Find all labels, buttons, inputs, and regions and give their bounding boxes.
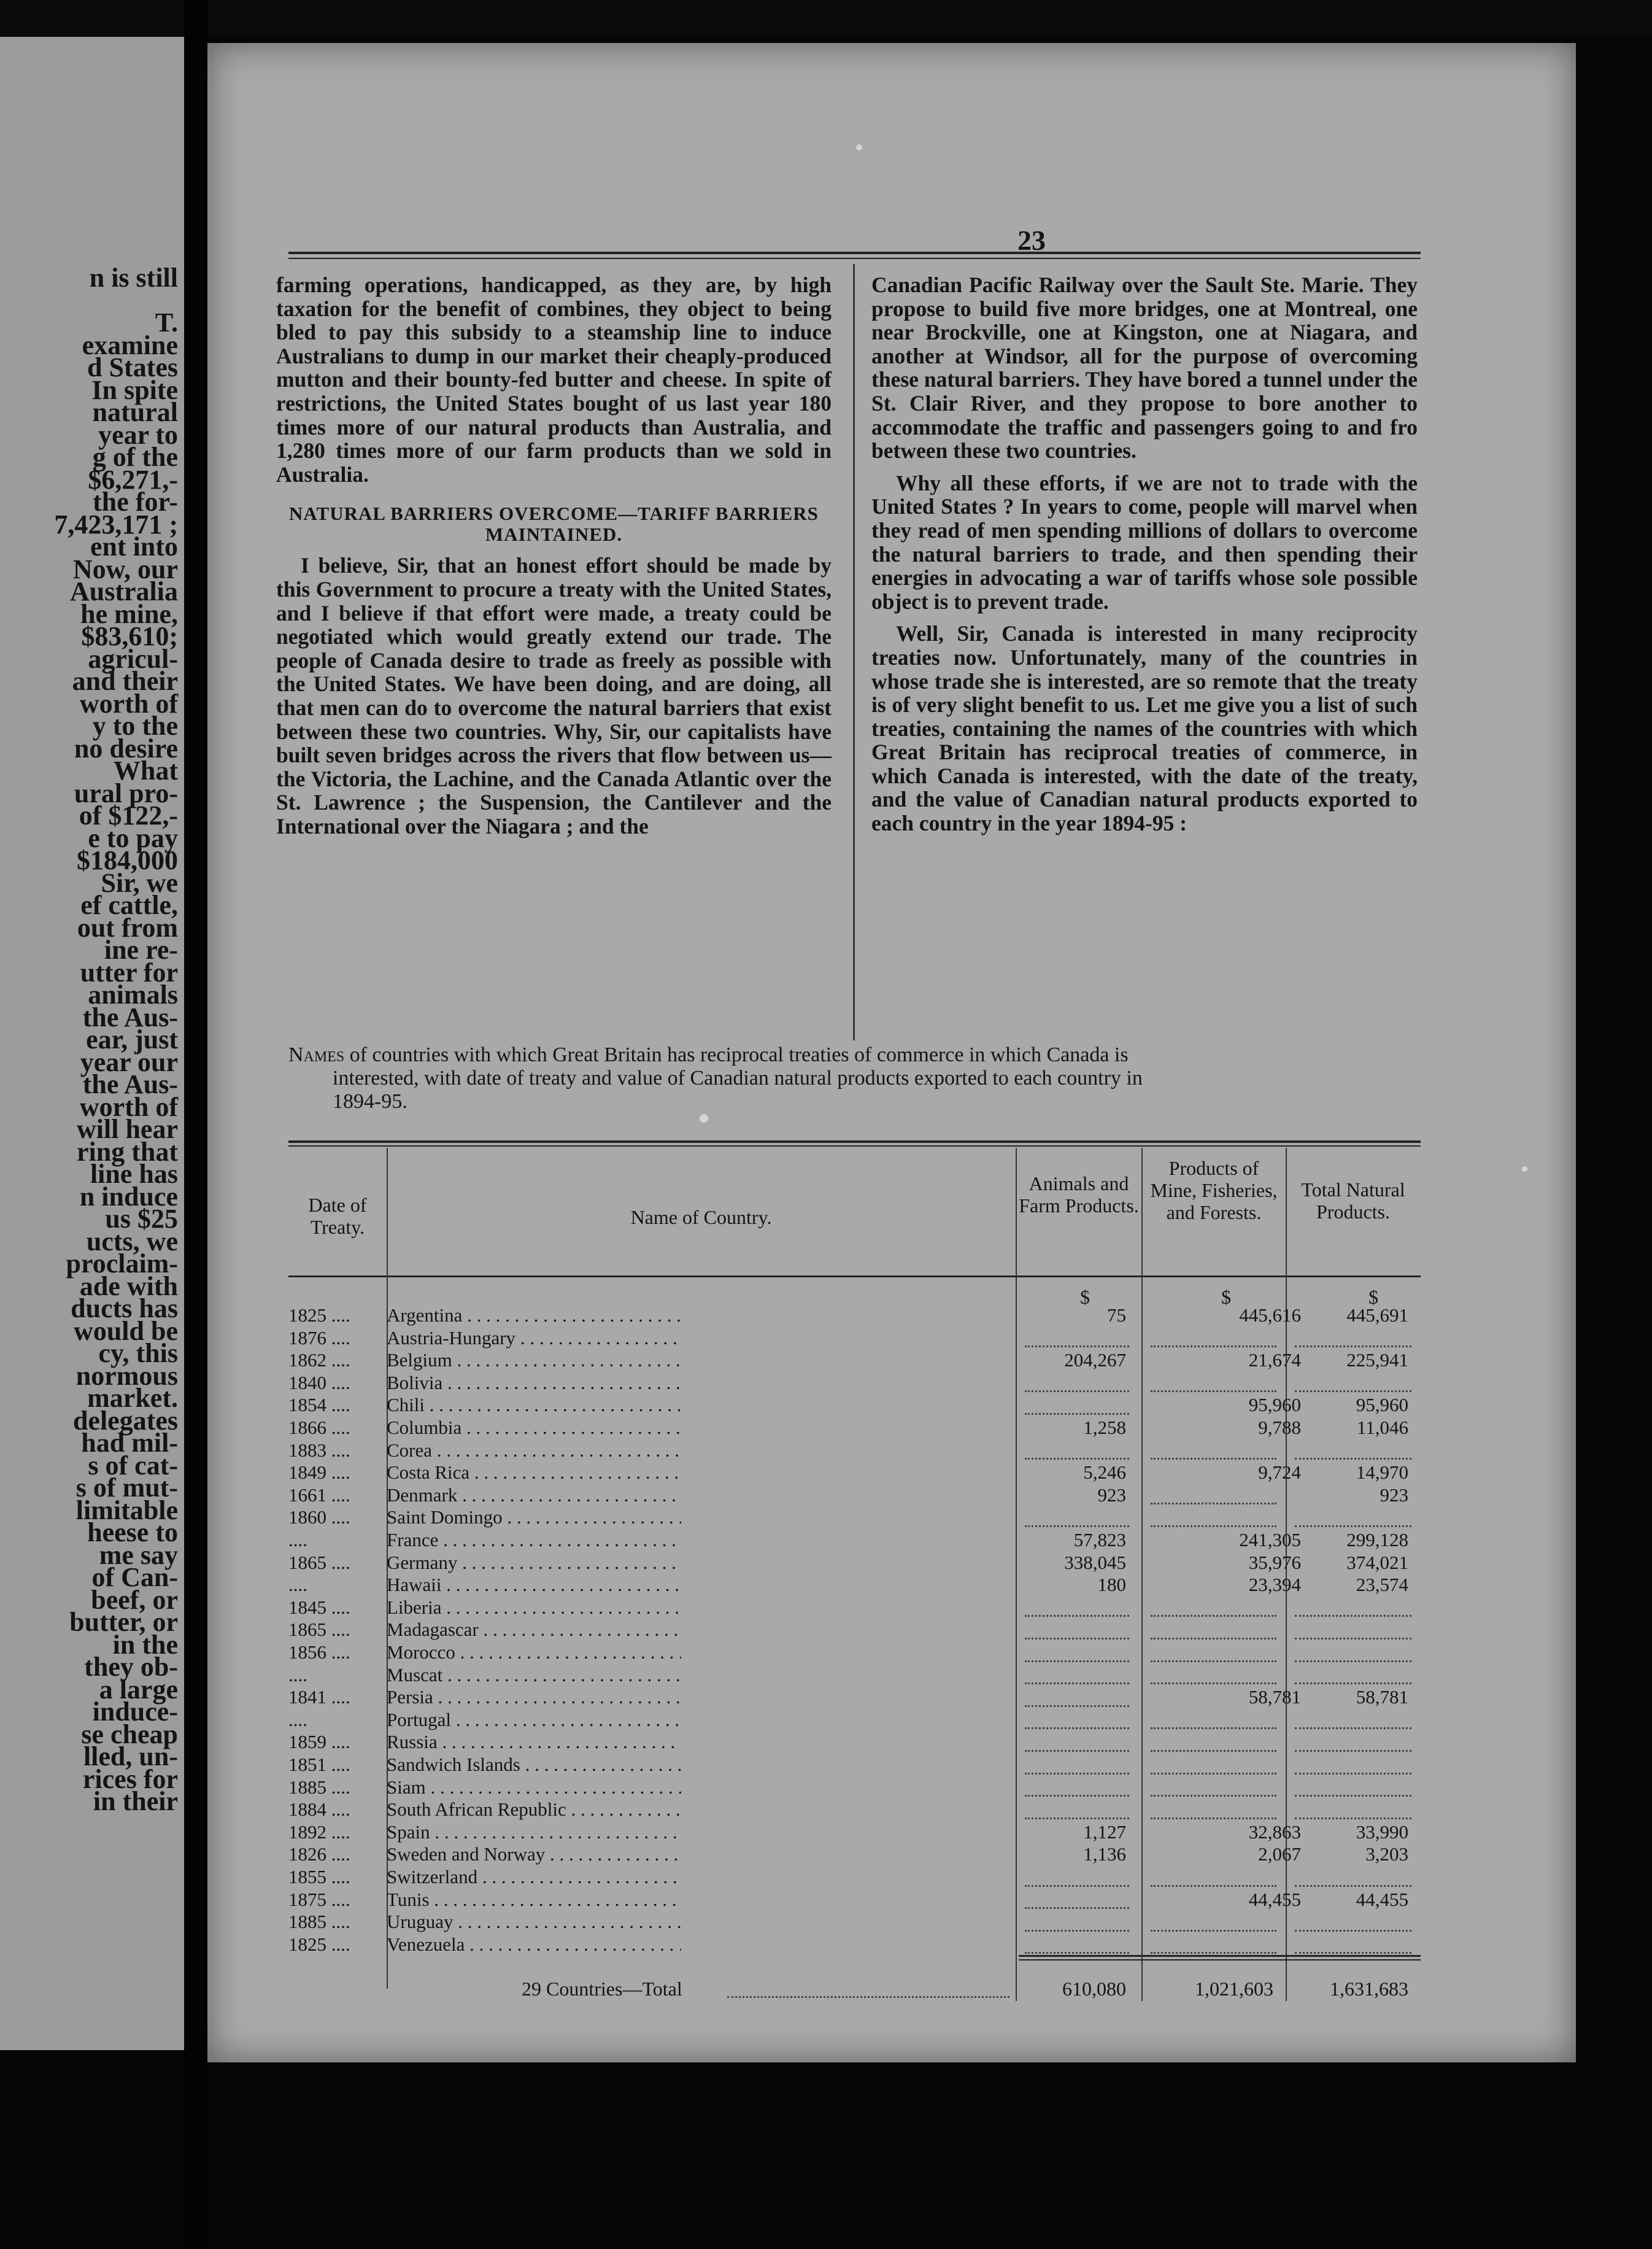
- country-name: Sweden and Norway . . .: [387, 1843, 681, 1866]
- country-name: Germany . . .: [387, 1552, 681, 1574]
- fragment-line: the for-: [93, 487, 178, 517]
- mine-value: 35,976: [1248, 1551, 1301, 1573]
- leader-dots: [1151, 1795, 1276, 1819]
- caption-lead: Names: [288, 1043, 345, 1066]
- leader-dots: [1025, 1390, 1129, 1415]
- fragment-line: and their: [72, 666, 178, 696]
- leader-dots: [1025, 1885, 1129, 1910]
- animals-value: 180: [1097, 1574, 1126, 1596]
- leader-dots: [1151, 1727, 1276, 1752]
- leader-dots: [1295, 1368, 1411, 1393]
- fragment-line: lled, un-: [83, 1741, 178, 1771]
- header-rule: [288, 252, 1421, 254]
- country-name: Portugal . . .: [387, 1709, 681, 1732]
- country-name: Venezuela . . .: [387, 1934, 681, 1956]
- country-name: Denmark . . .: [387, 1484, 681, 1507]
- section-heading: NATURAL BARRIERS OVERCOME—TARIFF BARRIERS MAINTAINED.: [289, 503, 819, 546]
- treaty-year: 1885 ....: [288, 1911, 380, 1934]
- paragraph: Why all these efforts, if we are not to trade with the United States ? In years to come, people will marvel when they read of men spending millions of dollars to overcome the natural barriers to trade, and then spending their energies in advocating a war of tariffs whose sole possible object is to prevent trade.: [871, 470, 1418, 614]
- treaty-year: [288, 1664, 380, 1687]
- leader-dots: [1151, 1368, 1276, 1393]
- fragment-line: beef, or: [91, 1584, 178, 1615]
- fragment-line: g of the: [92, 442, 178, 472]
- leader-dots: [1151, 1638, 1276, 1662]
- treaty-year: 1883 ....: [288, 1439, 380, 1462]
- leader-dots: [1025, 1750, 1129, 1775]
- animals-value: 338,045: [1064, 1551, 1126, 1573]
- fragment-line: se cheap: [81, 1719, 178, 1749]
- fragment-line: y to the: [92, 711, 178, 741]
- fragment-line: in their: [93, 1786, 178, 1816]
- fragment-line: normous: [75, 1360, 178, 1391]
- header-animals: Animals and Farm Products.: [1019, 1172, 1139, 1217]
- treaty-year: 1851 ....: [288, 1754, 380, 1776]
- fragment-line: proclaim-: [66, 1248, 178, 1279]
- table-row: [288, 1372, 1421, 1395]
- fragment-line: us $25: [105, 1204, 178, 1234]
- leader-dots: [1025, 1323, 1129, 1348]
- treaty-year: 1892 ....: [288, 1821, 380, 1844]
- treaty-year: 1856 ....: [288, 1641, 380, 1664]
- fragment-line: in the: [112, 1629, 178, 1660]
- leader-dots: [1025, 1660, 1129, 1685]
- fragment-line: rices for: [82, 1763, 178, 1794]
- treaty-year: 1661 ....: [288, 1484, 380, 1507]
- fragment-line: induce-: [92, 1697, 178, 1727]
- fragment-line: ducts has: [71, 1293, 178, 1323]
- fragment-line: $184,000: [77, 845, 178, 875]
- animals-value: 923: [1097, 1484, 1126, 1506]
- table-row: [288, 1664, 1421, 1687]
- leader-dots: [1025, 1727, 1129, 1752]
- treaty-year: [288, 1574, 380, 1597]
- table-row: [288, 1934, 1421, 1956]
- text-column-right: [871, 273, 1418, 835]
- leader-dots: [1295, 1638, 1411, 1662]
- treaty-year: 1860 ....: [288, 1506, 380, 1529]
- treaty-year: 1885 ....: [288, 1776, 380, 1799]
- treaty-year: 1866 ....: [288, 1417, 380, 1439]
- table-top-rule-2: [288, 1145, 1421, 1147]
- country-name: Saint Domingo . . .: [387, 1506, 681, 1529]
- animals-value: 57,823: [1073, 1529, 1126, 1550]
- table-total-row: [288, 1976, 1421, 2001]
- leader-dots: [1295, 1907, 1411, 1932]
- fragment-line: ear, just: [86, 1024, 178, 1055]
- fragment-line: year to: [98, 419, 178, 450]
- fragment-line: me say: [99, 1539, 178, 1570]
- leader-dots: [1295, 1930, 1411, 1954]
- fragment-line: worth of: [79, 688, 178, 719]
- country-name: Russia . . .: [387, 1731, 681, 1754]
- header-rule-2: [288, 258, 1421, 259]
- mine-value: 95,960: [1248, 1394, 1301, 1416]
- total-value: 225,941: [1346, 1349, 1408, 1371]
- total-value: 299,128: [1346, 1529, 1408, 1550]
- fragment-line: agricul-: [88, 643, 178, 674]
- treaty-year: 1884 ....: [288, 1798, 380, 1821]
- mine-value: 23,394: [1248, 1574, 1301, 1596]
- total-value: 3,203: [1365, 1843, 1408, 1865]
- leader-dots: [1295, 1323, 1411, 1348]
- fragment-line: cy, this: [98, 1338, 178, 1368]
- treaty-year: 1854 ....: [288, 1394, 380, 1417]
- treaty-year: 1855 ....: [288, 1866, 380, 1889]
- scan-speck: [856, 144, 862, 150]
- leader-dots: [1151, 1615, 1276, 1639]
- country-name: Corea . . .: [387, 1439, 681, 1462]
- header-country: Name of Country.: [630, 1206, 772, 1228]
- fragment-line: he mine,: [80, 598, 178, 629]
- fragment-line: ef cattle,: [80, 890, 178, 920]
- treaty-year: [288, 1529, 380, 1552]
- fragment-line: $83,610;: [81, 621, 178, 651]
- leader-dots: [1151, 1481, 1276, 1505]
- fragment-line: natural: [92, 397, 178, 427]
- leader-dots: [1025, 1773, 1129, 1797]
- mine-value: 241,305: [1239, 1529, 1301, 1550]
- fragment-line: no desire: [74, 733, 178, 764]
- animals-value: 1,127: [1083, 1821, 1126, 1843]
- country-name: Columbia . . .: [387, 1417, 681, 1439]
- mine-value: 58,781: [1248, 1686, 1301, 1708]
- animals-value: 75: [1107, 1304, 1126, 1326]
- mine-value: 2,067: [1258, 1843, 1301, 1865]
- total-value: 445,691: [1346, 1304, 1408, 1326]
- table-row: [288, 1866, 1421, 1889]
- fragment-line: had mil-: [81, 1428, 178, 1458]
- table-row: [288, 1821, 1421, 1844]
- caption-line-3: 1894-95.: [333, 1090, 407, 1113]
- treaty-year: 1859 ....: [288, 1731, 380, 1754]
- leader-dots: [1025, 1862, 1129, 1887]
- fragment-line: Sir, we: [101, 867, 178, 898]
- treaty-year: 1840 ....: [288, 1372, 380, 1395]
- country-name: Muscat . . .: [387, 1664, 681, 1687]
- treaty-year: 1876 ....: [288, 1327, 380, 1350]
- total-value: 95,960: [1356, 1394, 1408, 1416]
- country-name: Madagascar . . .: [387, 1619, 681, 1641]
- fragment-line: they ob-: [84, 1652, 178, 1682]
- total-value: 33,990: [1356, 1821, 1408, 1843]
- treaty-year: 1865 ....: [288, 1619, 380, 1641]
- country-name: Uruguay . . .: [387, 1911, 681, 1934]
- total-value: 23,574: [1356, 1574, 1408, 1596]
- fragment-line: will hear: [77, 1114, 178, 1144]
- animals-value: 204,267: [1064, 1349, 1126, 1371]
- header-total: Total Natural Products.: [1301, 1179, 1405, 1223]
- leader-dots: [1025, 1503, 1129, 1527]
- country-name: Switzerland . . .: [387, 1866, 681, 1889]
- fragment-line: examine: [82, 330, 178, 360]
- fragment-line: of $122,-: [79, 800, 178, 830]
- mine-value: 32,863: [1248, 1821, 1301, 1843]
- mine-value: 21,674: [1248, 1349, 1301, 1371]
- fragment-line: Now, our: [72, 554, 178, 584]
- fragment-line: ine re-: [104, 935, 178, 965]
- treaty-year: 1875 ....: [288, 1889, 380, 1911]
- table-row: [288, 1798, 1421, 1821]
- country-name: Sandwich Islands . . .: [387, 1754, 681, 1776]
- country-name: Bolivia . . .: [387, 1372, 681, 1395]
- country-name: Tunis . . .: [387, 1889, 681, 1911]
- leader-dots: [1295, 1593, 1411, 1617]
- table-row: [288, 1439, 1421, 1462]
- fragment-line: $6,271,-: [88, 464, 178, 495]
- treaty-year: 1826 ....: [288, 1843, 380, 1866]
- fragment-line: a large: [99, 1674, 178, 1705]
- leader-dots: [1151, 1862, 1276, 1887]
- fragment-line: of Can-: [91, 1562, 178, 1592]
- leader-dots: [1025, 1593, 1129, 1617]
- header-bottom-rule: [288, 1275, 1421, 1277]
- country-name: Liberia . . .: [387, 1597, 681, 1619]
- fragment-line: What: [113, 756, 178, 786]
- currency-symbol: $: [1221, 1286, 1231, 1308]
- fragment-line: ucts, we: [86, 1226, 178, 1256]
- total-label: 29 Countries—Total: [522, 1978, 682, 2000]
- leader-dots: [1295, 1727, 1411, 1752]
- fragment-line: n is still: [89, 263, 178, 293]
- fragment-line: worth of: [79, 1091, 178, 1122]
- leader-dots: [1025, 1930, 1129, 1954]
- country-name: Austria-Hungary . . .: [387, 1327, 681, 1350]
- fragment-line: ural pro-: [74, 778, 178, 808]
- mine-value: 9,724: [1258, 1461, 1301, 1484]
- fragment-line: year our: [80, 1047, 178, 1077]
- mine-value: 44,455: [1248, 1888, 1301, 1910]
- table-top-rule: [288, 1140, 1421, 1143]
- treaty-year: 1825 ....: [288, 1304, 380, 1327]
- leader-dots: [1025, 1436, 1129, 1460]
- fragment-line: utter for: [80, 957, 178, 988]
- leader-dots: [1025, 1615, 1129, 1639]
- country-name: South African Republic . . .: [387, 1798, 681, 1821]
- leader-dots: [1151, 1907, 1276, 1932]
- treaty-year: 1825 ....: [288, 1934, 380, 1956]
- leader-dots: [1151, 1750, 1276, 1775]
- fragment-line: n induce: [79, 1181, 178, 1212]
- table-row: [288, 1506, 1421, 1529]
- leader-dots: [1295, 1660, 1411, 1685]
- leader-dots: [1295, 1773, 1411, 1797]
- fragment-line: ade with: [79, 1271, 178, 1301]
- paragraph: Well, Sir, Canada is interested in many reciprocity treaties now. Unfortunately, many of the countries in whose trade she is interested, are so remote that the treaty is of very slight benefit to us. Let me give you a list of such treaties, containing the names of the countries with which Great Britain has reciprocal treaties of commerce, in which Canada is interested, with the date of the treaty, and the value of Canadian natural products exported to each country in the year 1894-95 :: [871, 621, 1418, 836]
- fragment-line: out from: [77, 912, 178, 943]
- animals-value: 1,136: [1083, 1843, 1126, 1865]
- total-total: 1,631,683: [1330, 1978, 1408, 2000]
- fragment-line: line has: [90, 1159, 178, 1189]
- leader-dots: [1025, 1368, 1129, 1393]
- country-name: Siam . . .: [387, 1776, 681, 1799]
- currency-symbol: $: [1368, 1286, 1378, 1308]
- fragment-line: s of cat-: [88, 1450, 178, 1481]
- total-value: 923: [1380, 1484, 1408, 1506]
- leader-dots: [1295, 1503, 1411, 1527]
- country-name: Persia . . .: [387, 1686, 681, 1709]
- country-name: Belgium . . .: [387, 1349, 681, 1372]
- fragment-line: delegates: [72, 1405, 178, 1436]
- column-divider: [853, 264, 855, 1040]
- header-mine: Products of Mine, Fisheries, and Forests.: [1150, 1157, 1278, 1223]
- leader-dots: [1295, 1705, 1411, 1730]
- country-name: Hawaii . . .: [387, 1574, 681, 1597]
- treaty-year: [288, 1709, 380, 1732]
- fragment-line: s of mut-: [75, 1473, 178, 1503]
- country-name: Argentina . . .: [387, 1304, 681, 1327]
- fragment-line: Australia: [70, 576, 178, 606]
- fragment-line: animals: [88, 980, 178, 1010]
- leader-dots: [1025, 1682, 1129, 1707]
- fragment-line: In spite: [91, 374, 178, 405]
- fragment-line: heese to: [87, 1517, 178, 1547]
- fragment-line: e to pay: [88, 823, 178, 853]
- total-value: 14,970: [1356, 1461, 1408, 1484]
- header-date: Date of Treaty.: [308, 1194, 367, 1238]
- total-value: 11,046: [1356, 1417, 1408, 1438]
- treaty-year: 1841 ....: [288, 1686, 380, 1709]
- treaty-year: 1845 ....: [288, 1597, 380, 1619]
- leader-dots: [1295, 1436, 1411, 1460]
- leader-dots: [1151, 1503, 1276, 1527]
- total-rule-2: [1019, 1959, 1421, 1961]
- scan-border: [0, 0, 1652, 37]
- paragraph: Canadian Pacific Railway over the Sault Ste. Marie. They propose to build five more bridges, one at Montreal, one near Brockville, one at Kingston, one at Niagara, and another at Windsor, all for the purpose of overcoming these natural barriers. They have bored a tunnel under the St. Clair River, and they propose to bore another to accommodate the traffic and passengers going to and fro between these two countries.: [871, 273, 1418, 463]
- country-name: Costa Rica . . .: [387, 1461, 681, 1484]
- table-row: [288, 1394, 1421, 1417]
- leader-dots: [1151, 1436, 1276, 1460]
- caption-line-2: interested, with date of treaty and value of Canadian natural products exported to each country in: [333, 1067, 1143, 1090]
- fragment-line: 7,423,171 ;: [54, 509, 178, 540]
- page-gutter: [184, 0, 207, 2249]
- total-value: 58,781: [1356, 1686, 1408, 1708]
- currency-symbol: $: [1080, 1286, 1090, 1308]
- scan-speck: [700, 1114, 708, 1123]
- adjacent-page-fragment: [0, 37, 184, 2050]
- leader-dots: [1025, 1705, 1129, 1730]
- mine-value: 445,616: [1239, 1304, 1301, 1326]
- fragment-line: limitable: [75, 1495, 178, 1525]
- fragment-line: market.: [87, 1383, 178, 1413]
- total-rule: [1019, 1955, 1421, 1957]
- fragment-line: T.: [155, 308, 178, 338]
- caption-line-1: of countries with which Great Britain has reciprocal treaties of commerce in which Canada is: [344, 1043, 1129, 1066]
- fragment-line: the Aus-: [82, 1002, 178, 1032]
- total-animals: 610,080: [1062, 1978, 1126, 2000]
- fragment-line: ring that: [77, 1136, 178, 1167]
- leader-dots: [727, 1972, 1009, 1998]
- leader-dots: [1025, 1907, 1129, 1932]
- leader-dots: [1151, 1323, 1276, 1348]
- animals-value: 5,246: [1083, 1461, 1126, 1484]
- fragment-line: the Aus-: [82, 1069, 178, 1099]
- total-value: 44,455: [1356, 1888, 1408, 1910]
- leader-dots: [1151, 1660, 1276, 1685]
- fragment-line: ent into: [90, 532, 178, 562]
- leader-dots: [1151, 1773, 1276, 1797]
- table-row: [288, 1327, 1421, 1350]
- table-row: [288, 1552, 1421, 1574]
- leader-dots: [1151, 1593, 1276, 1617]
- treaty-year: 1862 ....: [288, 1349, 380, 1372]
- leader-dots: [1295, 1862, 1411, 1887]
- country-name: Morocco . . .: [387, 1641, 681, 1664]
- table-caption: [288, 1043, 1421, 1113]
- leader-dots: [1151, 1705, 1276, 1730]
- leader-dots: [1025, 1638, 1129, 1662]
- country-name: Chili . . .: [387, 1394, 681, 1417]
- leader-dots: [1295, 1795, 1411, 1819]
- treaty-year: 1865 ....: [288, 1552, 380, 1574]
- country-name: Spain . . .: [387, 1821, 681, 1844]
- leader-dots: [1151, 1930, 1276, 1954]
- leader-dots: [1025, 1795, 1129, 1819]
- total-mine: 1,021,603: [1195, 1978, 1273, 2000]
- leader-dots: [1295, 1750, 1411, 1775]
- fragment-line: butter, or: [69, 1607, 178, 1637]
- paragraph: I believe, Sir, that an honest effort should be made by this Government to procure a treaty with the United States, and I believe if that effort were made, a treaty could be negotiated which would greatly extend our trade. The people of Canada desire to trade as freely as possible with the United States. We have been doing, and are doing, all that men can do to overcome the natural barriers that exist between these two countries. Why, Sir, our capitalists have built seven bridges across the rivers that flow between us—the Victoria, the Lachine, and the Canada Atlantic over the St. Lawrence ; the Suspension, the Cantilever and the International over the Niagara ; and the: [276, 553, 832, 838]
- mine-value: 9,788: [1258, 1417, 1301, 1438]
- leader-dots: [1295, 1615, 1411, 1639]
- animals-value: 1,258: [1083, 1417, 1126, 1438]
- treaty-table: [288, 1136, 1421, 2007]
- fragment-line: would be: [74, 1315, 178, 1346]
- total-value: 374,021: [1346, 1551, 1408, 1573]
- paragraph: farming operations, handicapped, as they are, by high taxation for the benefit of combines, they object to being bled to pay this subsidy to a steamship line to induce Australians to dump in our market their cheaply-produced mutton and their bounty-fed butter and cheese. In spite of restrictions, the United States bought of us last year 180 times more of our natural products than Australia, and 1,280 times more of our farm products than we sold in Australia.: [276, 273, 832, 487]
- text-column-left: [276, 273, 832, 838]
- page-number: 23: [1017, 225, 1046, 256]
- table-row: [288, 1529, 1421, 1552]
- treaty-year: 1849 ....: [288, 1461, 380, 1484]
- scan-speck: [1522, 1166, 1527, 1172]
- fragment-line: d States: [87, 352, 178, 382]
- country-name: France . . .: [387, 1529, 681, 1552]
